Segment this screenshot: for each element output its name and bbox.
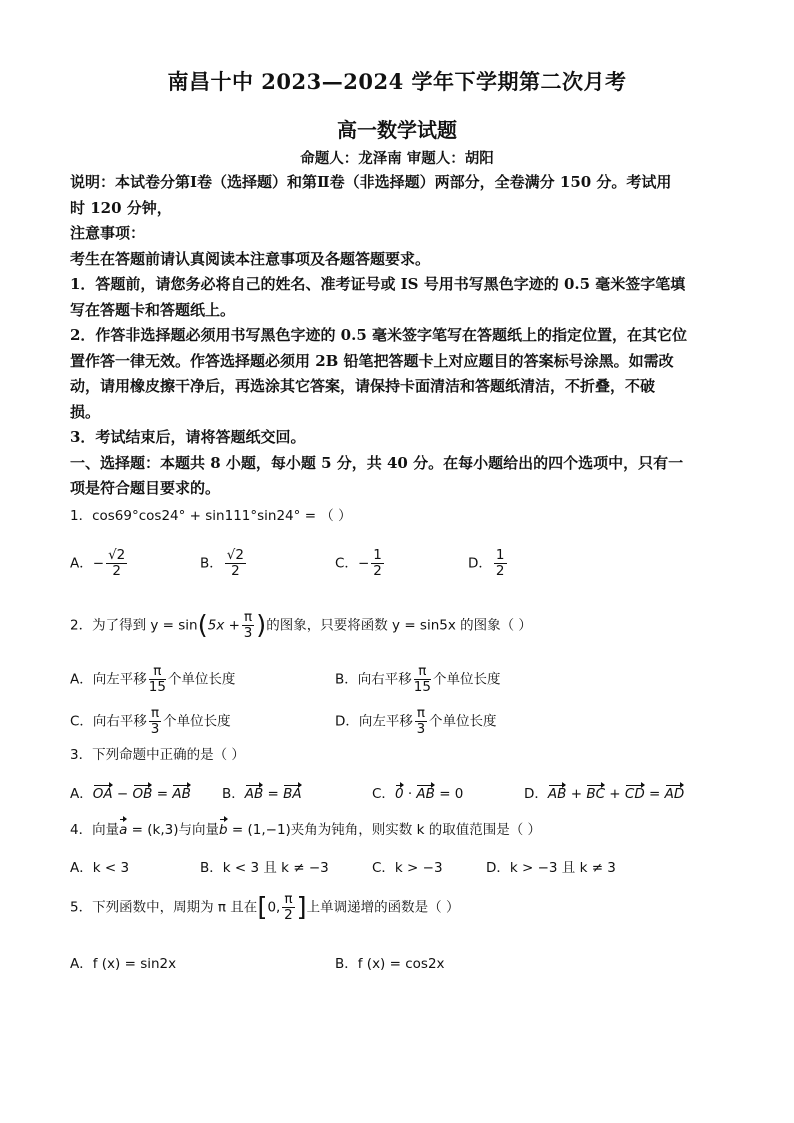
question-3-option-a: A．OA − OB = AB	[70, 786, 191, 802]
instructions-line: 说明：本试卷分第Ⅰ卷（选择题）和第Ⅱ卷（非选择题）两部分，全卷满分 150 分。考试用	[70, 173, 672, 191]
instructions-line: 动，请用橡皮擦干净后，再选涂其它答案，请保持卡面清洁和答题纸清洁，不折叠，不破	[70, 377, 656, 395]
question-2-stem: 2．为了得到 y = sin(5x + $\frac{\pi}{3}$ )的图象，只要将函数 y = sin5x 的图象（ ）	[70, 609, 532, 641]
question-1-option-a: A．− $\frac{√2}{2}$	[70, 547, 126, 579]
question-3-stem: 3．下列命题中正确的是（ ）	[70, 747, 245, 763]
instructions-line: 考生在答题前请认真阅读本注意事项及各题答题要求。	[70, 249, 431, 268]
instructions-line: 2．作答非选择题必须用书写黑色字迹的 0.5 毫米签字笔写在答题纸上的指定位置，在其它位	[70, 326, 687, 344]
section-heading: 项是符合题目要求的。	[70, 479, 221, 497]
instructions-line: 置作答一律无效。作答选择题必须用 2B 铅笔把答题卡上对应题目的答案标号涂黑。如需改	[70, 351, 674, 370]
question-5-stem: 5．下列函数中，周期为 π 且在[0, $\frac{\pi}{2}$ ]上单调递增的函数是（ ）	[70, 891, 460, 923]
question-4-option-c: C．k > −3	[372, 860, 443, 876]
question-4-option-b: B．k < 3 且 k ≠ −3	[200, 860, 329, 876]
notes-heading: 注意事项：	[70, 224, 146, 242]
instructions-line: 3．考试结束后，请将答题纸交回。	[70, 428, 306, 446]
question-2-option-c: C．向右平移 $\frac{\pi}{3}$ 个单位长度	[70, 705, 231, 737]
instructions-line: 写在答题卡和答题纸上。	[70, 300, 236, 319]
exam-subtitle: 高一数学试题	[337, 118, 457, 142]
question-4-stem: 4．向量a = (k,3)与向量b = (1,−1)夹角为钝角，则实数 k 的取值范围是（ ）	[70, 822, 541, 838]
instructions-line: 1．答题前，请您务必将自己的姓名、准考证号或 IS 号用书写黑色字迹的 0.5 毫米签字笔填	[70, 275, 686, 293]
question-1-option-c: C．− $\frac{1}{2}$	[335, 547, 382, 579]
question-5-option-a: A．f (x) = sin2x	[70, 956, 177, 972]
question-3-option-b: B．AB = BA	[222, 786, 302, 802]
question-1-option-d: D． $\frac{1}{2}$	[468, 547, 505, 579]
section-heading: 一、选择题：本题共 8 小题，每小题 5 分，共 40 分。在每小题给出的四个选项中，只有一	[70, 453, 684, 472]
question-5-option-b: B．f (x) = cos2x	[335, 956, 445, 972]
instructions-line: 时 120 分钟，	[70, 198, 172, 217]
question-1-stem: 1．cos69°cos24° + sin111°sin24° = （ ）	[70, 508, 352, 524]
exam-authors: 命题人：龙泽南 审题人：胡阳	[300, 150, 494, 167]
question-2-option-d: D．向左平移 $\frac{\pi}{3}$ 个单位长度	[335, 705, 497, 737]
question-3-option-c: C．0 · AB = 0	[372, 786, 464, 802]
question-2-option-b: B．向右平移 $\frac{\pi}{15}$ 个单位长度	[335, 663, 501, 695]
instructions-block	[70, 170, 720, 502]
question-4-option-d: D．k > −3 且 k ≠ 3	[486, 860, 616, 876]
question-2-option-a: A．向左平移 $\frac{\pi}{15}$ 个单位长度	[70, 663, 236, 695]
exam-title: 南昌十中 2023—2024 学年下学期第二次月考	[167, 69, 627, 94]
question-1-option-b: B． $\frac{√2}{2}$	[200, 547, 244, 579]
question-4-option-a: A．k < 3	[70, 860, 130, 876]
question-3-option-d: D．AB + BC + CD = AD	[524, 786, 685, 802]
instructions-line: 损。	[70, 402, 101, 421]
